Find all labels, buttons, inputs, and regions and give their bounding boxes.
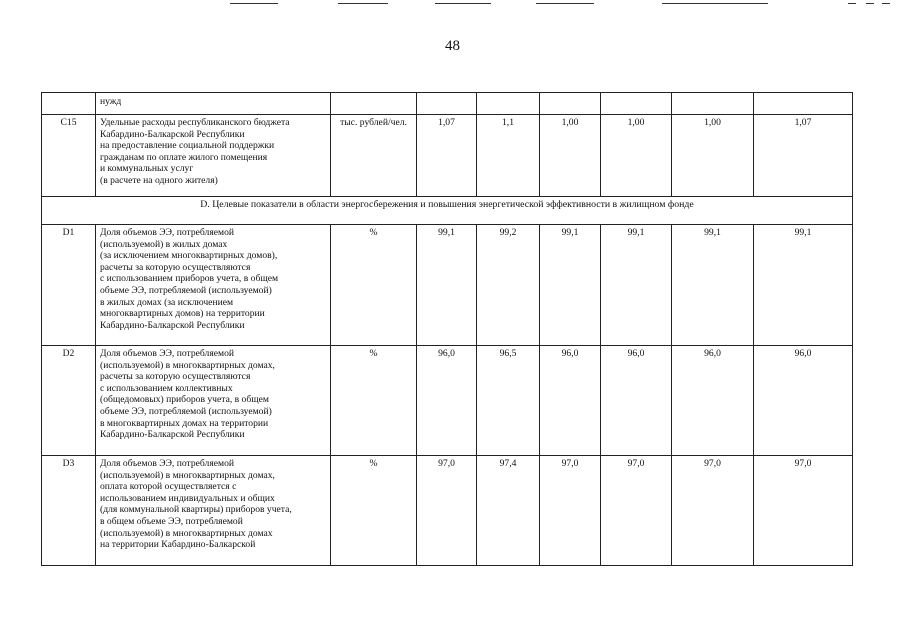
row-unit: тыс. рублей/чел. [331, 115, 417, 197]
row-code: C15 [42, 115, 96, 197]
page-number: 48 [445, 38, 460, 54]
row-value [601, 93, 672, 115]
row-value: 97,0 [601, 456, 672, 566]
row-value: 1,00 [540, 115, 601, 197]
row-unit: % [331, 456, 417, 566]
row-value [540, 93, 601, 115]
row-description [96, 225, 331, 346]
row-unit [331, 93, 417, 115]
description-line: Кабардино-Балкарской Республики [100, 319, 245, 331]
row-value: 99,1 [754, 225, 853, 346]
description-line: нужд [100, 96, 122, 107]
description-line: (за исключением многоквартирных домов), [100, 250, 278, 262]
row-value: 1,00 [601, 115, 672, 197]
description-line: в многоквартирных домах на территории [100, 417, 269, 429]
row-value: 97,0 [672, 456, 754, 566]
description-line: (в расчете на одного жителя) [100, 174, 218, 186]
row-value: 96,0 [672, 346, 754, 456]
row-value: 97,0 [540, 456, 601, 566]
row-value: 97,4 [477, 456, 540, 566]
description-line: использованием индивидуальных и общих [100, 492, 275, 504]
row-description [96, 456, 331, 566]
description-line: Кабардино-Балкарской Республики [100, 128, 245, 140]
section-d-title: D. Целевые показатели в области энергосбережения и повышения энергетической эффективности в жилищном фонде [42, 197, 853, 225]
description-line: Доля объемов ЭЭ, потребляемой [100, 227, 235, 238]
row-value [754, 93, 853, 115]
table-row [42, 115, 853, 197]
description-line: (для коммунальной квартиры) приборов учета, [100, 504, 292, 516]
row-value: 96,0 [417, 346, 477, 456]
row-value: 1,07 [754, 115, 853, 197]
row-value [477, 93, 540, 115]
description-line: многоквартирных домов) на территории [100, 308, 265, 320]
row-code: D3 [42, 456, 96, 566]
table-row [42, 456, 853, 566]
description-line: с использованием приборов учета, в общем [100, 273, 279, 285]
description-line: расчеты за которую осуществляются [100, 261, 251, 273]
row-value: 99,1 [417, 225, 477, 346]
description-line: на предоставление социальной поддержки [100, 140, 275, 152]
row-value: 99,2 [477, 225, 540, 346]
description-line: Доля объемов ЭЭ, потребляемой [100, 458, 235, 469]
description-line: в жилых домах (за исключением [100, 296, 234, 308]
description-line: (используемой) в многоквартирных домах [100, 527, 273, 539]
table-row [42, 93, 853, 115]
description-line: объеме ЭЭ, потребляемой (используемой) [100, 405, 272, 417]
description-line: (общедомовых) приборов учета, в общем [100, 394, 269, 406]
description-line: Удельные расходы республиканского бюджета [100, 117, 290, 128]
description-line: Кабардино-Балкарской Республики [100, 429, 245, 441]
row-code: D1 [42, 225, 96, 346]
row-description [96, 346, 331, 456]
row-value: 1,00 [672, 115, 754, 197]
row-code [42, 93, 96, 115]
description-line: в общем объеме ЭЭ, потребляемой [100, 515, 243, 527]
row-value: 1,1 [477, 115, 540, 197]
table-row [42, 225, 853, 346]
row-unit: % [331, 346, 417, 456]
description-line: с использованием коллективных [100, 382, 233, 394]
row-value: 97,0 [417, 456, 477, 566]
top-edge-marks [0, 0, 905, 8]
description-line: на территории Кабардино-Балкарской [100, 539, 256, 551]
section-header-row [42, 197, 853, 225]
row-value: 99,1 [540, 225, 601, 346]
row-value: 96,0 [601, 346, 672, 456]
row-value [417, 93, 477, 115]
row-description [96, 115, 331, 197]
row-code: D2 [42, 346, 96, 456]
row-value: 96,5 [477, 346, 540, 456]
description-line: объеме ЭЭ, потребляемой (используемой) [100, 284, 272, 296]
description-line: гражданам по оплате жилого помещения [100, 151, 268, 163]
row-value: 96,0 [540, 346, 601, 456]
row-value: 96,0 [754, 346, 853, 456]
description-line: (используемой) в многоквартирных домах, [100, 359, 275, 371]
row-value [672, 93, 754, 115]
description-line: (используемой) в жилых домах [100, 238, 228, 250]
description-line: расчеты за которую осуществляются [100, 371, 251, 383]
description-line: оплата которой осуществляется с [100, 481, 237, 493]
description-line: Доля объемов ЭЭ, потребляемой [100, 348, 235, 359]
description-line: и коммунальных услуг [100, 163, 194, 175]
row-value: 1,07 [417, 115, 477, 197]
description-line: (используемой) в многоквартирных домах, [100, 469, 275, 481]
table-row [42, 346, 853, 456]
row-value: 99,1 [601, 225, 672, 346]
indicators-table [41, 92, 853, 566]
row-description [96, 93, 331, 115]
row-value: 99,1 [672, 225, 754, 346]
row-unit: % [331, 225, 417, 346]
row-value: 97,0 [754, 456, 853, 566]
